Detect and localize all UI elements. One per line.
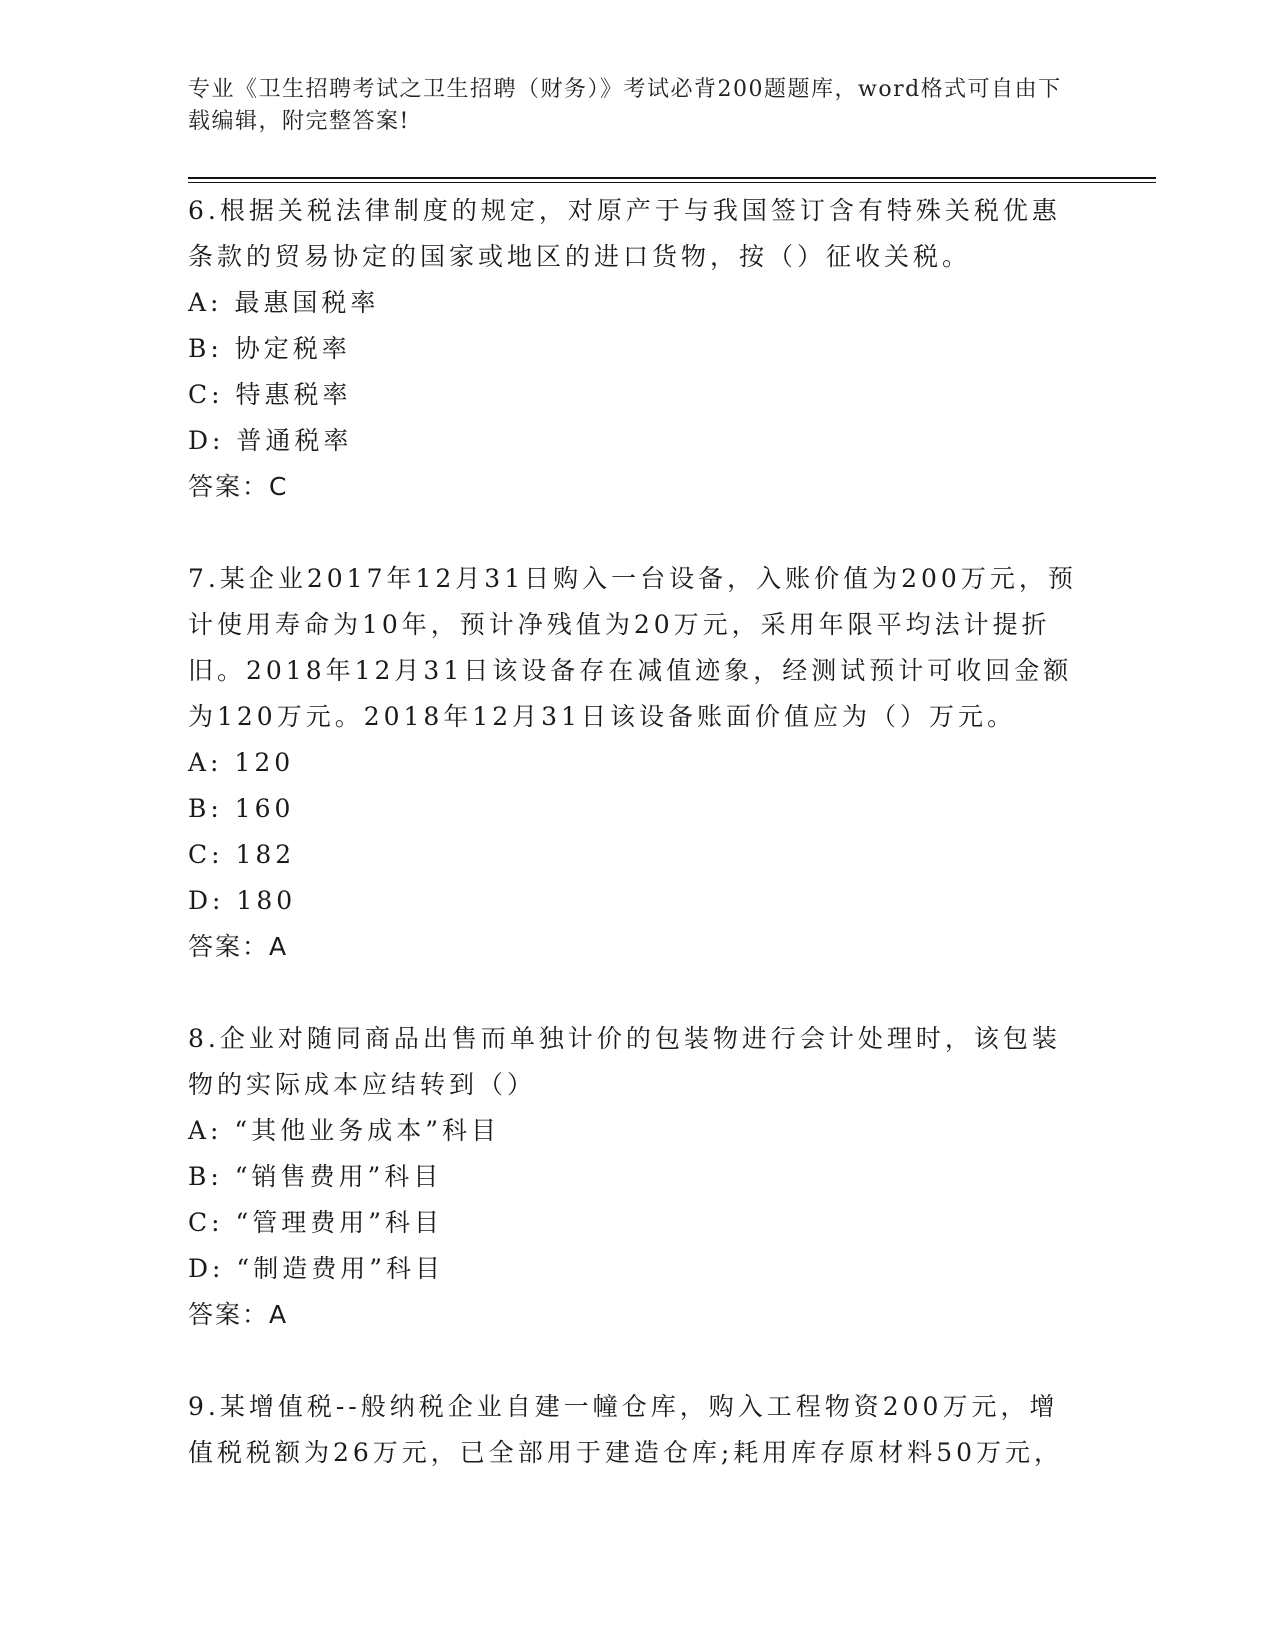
question-8 bbox=[188, 1016, 1078, 1338]
question-stem: 6.根据关税法律制度的规定，对原产于与我国签订含有特殊关税优惠条款的贸易协定的国家或地区的进口货物，按（）征收关税。 bbox=[188, 196, 1061, 271]
answer: 答案：C bbox=[188, 472, 289, 501]
option-c: C: “管理费用”科目 bbox=[188, 1208, 444, 1237]
option-d: D: 普通税率 bbox=[188, 426, 353, 455]
question-list bbox=[188, 188, 1078, 1476]
option-a: A: 120 bbox=[188, 748, 295, 777]
question-stem: 7.某企业2017年12月31日购入一台设备，入账价值为200万元，预计使用寿命为10年，预计净残值为20万元，采用年限平均法计提折旧。2018年12月31日该设备存在减值迹象，经测试预计可收回金额为120万元。2018年12月31日该设备账面价值应为（）万元。 bbox=[188, 564, 1077, 731]
answer: 答案：A bbox=[188, 932, 289, 961]
question-stem: 9.某增值税--般纳税企业自建一幢仓库，购入工程物资200万元，增值税税额为26万元，已全部用于建造仓库;耗用库存原材料50万元， bbox=[188, 1392, 1064, 1467]
header-divider-thin bbox=[188, 182, 1156, 183]
option-d: D: “制造费用”科目 bbox=[188, 1254, 444, 1283]
question-7 bbox=[188, 556, 1078, 970]
option-c: C: 特惠税率 bbox=[188, 380, 352, 409]
question-9 bbox=[188, 1384, 1078, 1476]
option-a: A: “其他业务成本”科目 bbox=[188, 1116, 500, 1145]
option-b: B: 160 bbox=[188, 794, 295, 823]
answer: 答案：A bbox=[188, 1300, 289, 1329]
option-a: A: 最惠国税率 bbox=[188, 288, 380, 317]
option-c: C: 182 bbox=[188, 840, 296, 869]
document-header: 专业《卫生招聘考试之卫生招聘（财务）》考试必背200题题库，word格式可自由下载编辑，附完整答案! bbox=[188, 77, 1062, 134]
option-d: D: 180 bbox=[188, 886, 297, 915]
question-stem: 8.企业对随同商品出售而单独计价的包装物进行会计处理时，该包装物的实际成本应结转到（） bbox=[188, 1024, 1061, 1099]
option-b: B: 协定税率 bbox=[188, 334, 351, 363]
header-divider-thick bbox=[188, 177, 1156, 179]
question-6 bbox=[188, 188, 1078, 510]
option-b: B: “销售费用”科目 bbox=[188, 1162, 443, 1191]
